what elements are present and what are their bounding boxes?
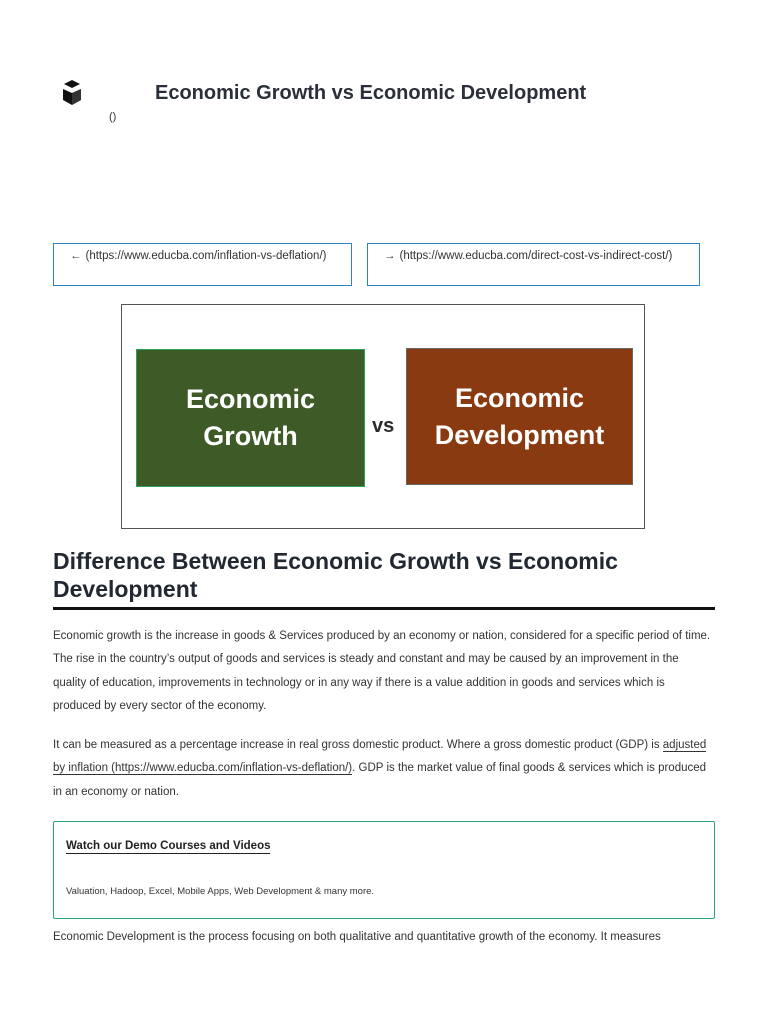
hero-development-panel <box>406 348 633 485</box>
demo-courses-link[interactable]: Watch our Demo Courses and Videos <box>66 840 271 852</box>
hero-development-line2: Development <box>434 419 605 450</box>
hero-growth-line1: Economic <box>185 384 316 414</box>
paragraph-gdp <box>53 734 715 804</box>
hero-growth-line2: Growth <box>203 421 298 451</box>
arrow-left-icon: ← <box>70 250 82 262</box>
paragraph-development-definition: Economic Development is the process focusing on both qualitative and quantitative growth of the economy. It measures <box>53 931 661 943</box>
prev-article-link[interactable] <box>53 243 352 286</box>
arrow-right-icon: → <box>384 250 396 262</box>
page-title: Economic Growth vs Economic Development <box>155 82 587 104</box>
header-subtitle: () <box>109 111 117 123</box>
paragraph-gdp-text-end: . GDP is the market value of final goods & services which is produced in an economy or nation. <box>53 762 707 798</box>
paragraph-gdp-text-start: It can be measured as a percentage increase in real gross domestic product. Where a gross domestic product (GDP) is <box>53 739 663 751</box>
next-article-label: (https://www.educba.com/direct-cost-vs-indirect-cost/) <box>399 250 673 262</box>
hero-growth-panel <box>136 349 365 487</box>
next-article-link[interactable] <box>367 243 700 286</box>
section-heading: Difference Between Economic Growth vs Economic Development <box>53 548 618 602</box>
demo-courses-description: Valuation, Hadoop, Excel, Mobile Apps, Web Development & many more. <box>66 886 375 897</box>
hero-vs-label: vs <box>372 415 395 437</box>
paragraph-growth-definition: Economic growth is the increase in goods & Services produced by an economy or nation, considered for a specific period of time. The rise in the country’s output of goods and services is steady and constant and may be caused by an improvement in the quality of education, improvements in technology or in any way if there is a value addition in goods and services which is produced by every sector of the economy. <box>53 630 711 712</box>
prev-article-label: (https://www.educba.com/inflation-vs-deflation/) <box>85 250 327 262</box>
inflation-link[interactable]: adjusted by inflation (https://www.educba.com/inflation-vs-deflation/) <box>53 739 707 775</box>
heading-divider <box>53 607 715 610</box>
hero-image <box>121 304 645 529</box>
demo-courses-box <box>53 821 715 919</box>
hero-development-line1: Economic <box>454 382 584 413</box>
educba-logo-icon[interactable] <box>60 80 84 106</box>
